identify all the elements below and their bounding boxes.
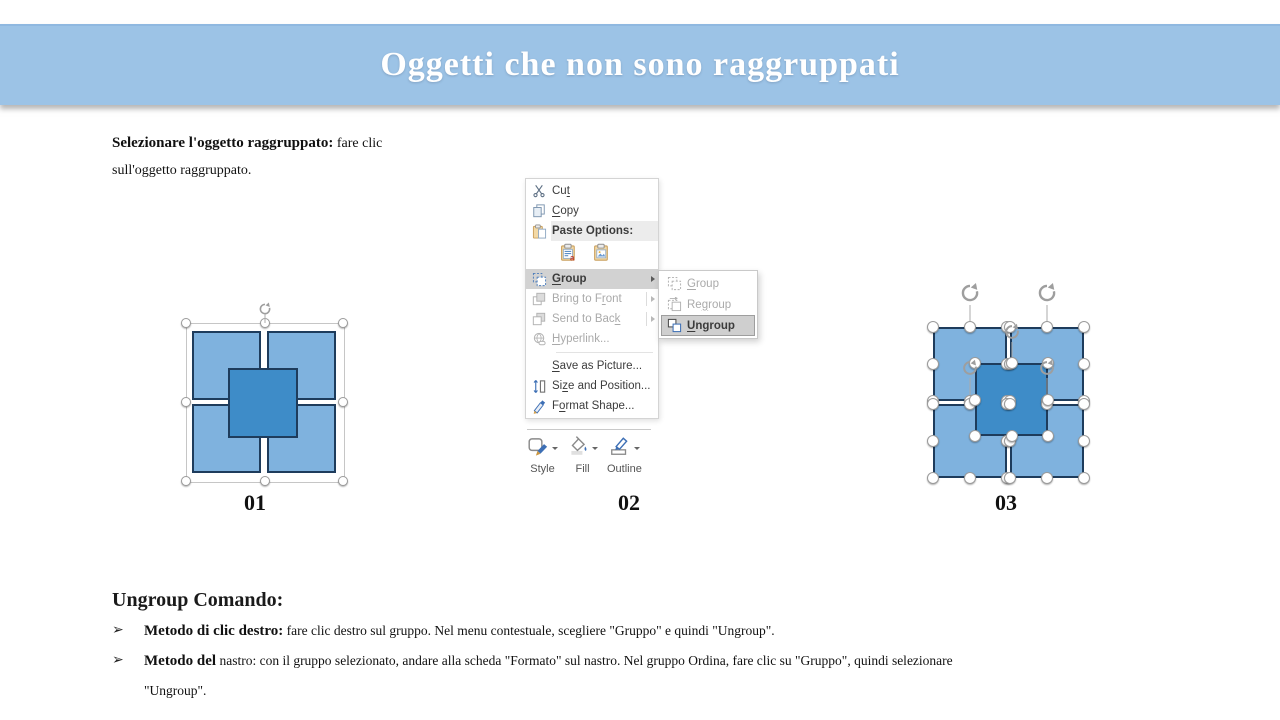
group-submenu [658, 270, 758, 339]
figure-grouped [178, 297, 350, 493]
rotate-handle-icon [959, 282, 982, 305]
toolbar-separator [527, 429, 651, 430]
menu-item-label: Copy [552, 205, 579, 217]
menu-item-label: Ungroup [687, 319, 735, 332]
regroup-icon [661, 297, 687, 312]
menu-item-bring-to-front [526, 289, 658, 309]
menu-item-size-and-position[interactable] [526, 376, 658, 396]
chevron-down-icon [592, 447, 598, 450]
paste-as-picture-button[interactable] [588, 242, 614, 268]
context-menu [525, 178, 659, 419]
selection-handle [338, 318, 348, 328]
fill-icon [567, 435, 589, 462]
ungroup-section-heading: Ungroup Comando: [112, 588, 284, 611]
selection-handle [338, 476, 348, 486]
arrow-bullet-icon: ➢ [112, 653, 124, 668]
selection-handle [927, 358, 939, 370]
hyperlink-icon [526, 332, 552, 347]
menu-item-format-shape[interactable] [526, 396, 658, 416]
fill-button-label: Fill [575, 463, 590, 475]
copy-icon [526, 204, 552, 218]
menu-item-hyperlink [526, 329, 658, 349]
group-selection-frame [186, 323, 345, 483]
chevron-down-icon [634, 447, 640, 450]
bring-to-front-icon [526, 292, 552, 306]
group-icon [661, 276, 687, 291]
selection-handle [964, 321, 976, 333]
menu-item-label: Size and Position... [552, 380, 651, 392]
split-divider [646, 312, 647, 326]
selection-handle [1004, 398, 1016, 410]
paste-keep-formatting-button[interactable] [556, 242, 582, 268]
selection-handle [969, 430, 981, 442]
selection-handle [181, 318, 191, 328]
menu-item-label: Group [687, 277, 719, 290]
style-icon [527, 435, 549, 462]
selection-handle [1042, 394, 1054, 406]
menu-item-label: Send to Back [552, 313, 621, 325]
selection-handle [927, 398, 939, 410]
paste-options-icon [526, 224, 552, 239]
selection-handle [927, 472, 939, 484]
fill-button[interactable] [567, 435, 598, 475]
selection-handle [1004, 472, 1016, 484]
menu-item-label: Cut [552, 185, 570, 197]
menu-item-label: Save as Picture... [552, 360, 643, 372]
cut-icon [526, 184, 552, 198]
rotate-handle-icon [1038, 359, 1057, 378]
intro-text-rest: fare clic sull'oggetto raggruppato. [112, 136, 383, 178]
menu-item-label: Group [552, 273, 587, 285]
figure-ungrouped [925, 280, 1095, 485]
menu-item-paste-options[interactable] [526, 221, 658, 241]
menu-item-copy[interactable] [526, 201, 658, 221]
rotate-handle-icon [1036, 282, 1059, 305]
format-shape-icon [526, 399, 552, 414]
intro-text-bold: Selezionare l'oggetto raggruppato: [112, 135, 334, 151]
selection-handle [1078, 358, 1090, 370]
selection-handle [927, 321, 939, 333]
submenu-arrow-icon [651, 296, 655, 302]
outline-button-label: Outline [607, 463, 642, 475]
selection-handle [181, 476, 191, 486]
chevron-down-icon [552, 447, 558, 450]
split-divider [646, 292, 647, 306]
mini-toolbar [527, 429, 651, 475]
selection-handle [1042, 430, 1054, 442]
menu-item-label: Paste Options: [552, 225, 634, 237]
menu-item-label: Format Shape... [552, 400, 635, 412]
figure-2-label: 02 [618, 490, 640, 515]
figure-3-label: 03 [995, 490, 1017, 515]
style-button[interactable] [527, 435, 558, 475]
selection-handle [1078, 435, 1090, 447]
size-and-position-icon [526, 379, 552, 394]
rotate-handle-icon [1002, 323, 1021, 342]
bullet-text: Metodo di clic destro: fare clic destro sul gruppo. Nel menu contestuale, scegliere "Gruppo" e quindi "Ungroup". [144, 623, 775, 639]
submenu-ungroup[interactable] [661, 315, 755, 336]
selection-handle [1041, 321, 1053, 333]
arrow-bullet-icon: ➢ [112, 623, 124, 638]
submenu-arrow-icon [651, 316, 655, 322]
menu-item-label: Bring to Front [552, 293, 622, 305]
rotate-handle-icon [257, 302, 272, 317]
ungroup-bullet-list [112, 616, 997, 705]
submenu-arrow-icon [651, 276, 655, 282]
style-button-label: Style [530, 463, 555, 475]
intro-text [112, 130, 432, 184]
send-to-back-icon [526, 312, 552, 326]
submenu-regroup [661, 294, 755, 315]
svg-text:a: a [569, 253, 574, 262]
rotate-handle-icon [961, 359, 980, 378]
page-title: Oggetti che non sono raggruppati [380, 46, 900, 83]
selection-handle [1041, 472, 1053, 484]
menu-item-label: Regroup [687, 298, 732, 311]
submenu-group [661, 273, 755, 294]
list-item [112, 616, 997, 646]
paste-keep-formatting-icon [560, 243, 579, 267]
selection-handle [338, 397, 348, 407]
menu-item-save-as-picture[interactable] [526, 356, 658, 376]
menu-item-label: Hyperlink... [552, 333, 610, 345]
menu-separator [556, 352, 653, 353]
selection-handle [260, 476, 270, 486]
menu-item-cut[interactable] [526, 181, 658, 201]
paste-as-picture-icon [592, 243, 611, 267]
menu-item-send-to-back [526, 309, 658, 329]
figure-1-label: 01 [244, 490, 266, 515]
selection-handle [1006, 357, 1018, 369]
slide-title-banner [0, 24, 1280, 105]
group-icon [526, 272, 552, 287]
selection-handle [969, 394, 981, 406]
selection-handle [1078, 398, 1090, 410]
outline-button[interactable] [607, 435, 642, 475]
bullet-text: Metodo del nastro: con il gruppo selezionato, andare alla scheda "Formato" sul nastro. Nel gruppo Ordina, fare clic su "Gruppo", quindi selezionare "Ungroup". [144, 653, 953, 698]
selection-handle [927, 435, 939, 447]
menu-item-group[interactable] [526, 269, 658, 289]
selection-handle [1078, 472, 1090, 484]
selection-handle [1006, 430, 1018, 442]
selection-handle [181, 397, 191, 407]
selection-handle [1078, 321, 1090, 333]
outline-icon [609, 435, 631, 462]
paste-options-row [526, 241, 658, 269]
list-item [112, 646, 997, 705]
ungroup-icon [661, 318, 687, 333]
selection-handle [964, 472, 976, 484]
